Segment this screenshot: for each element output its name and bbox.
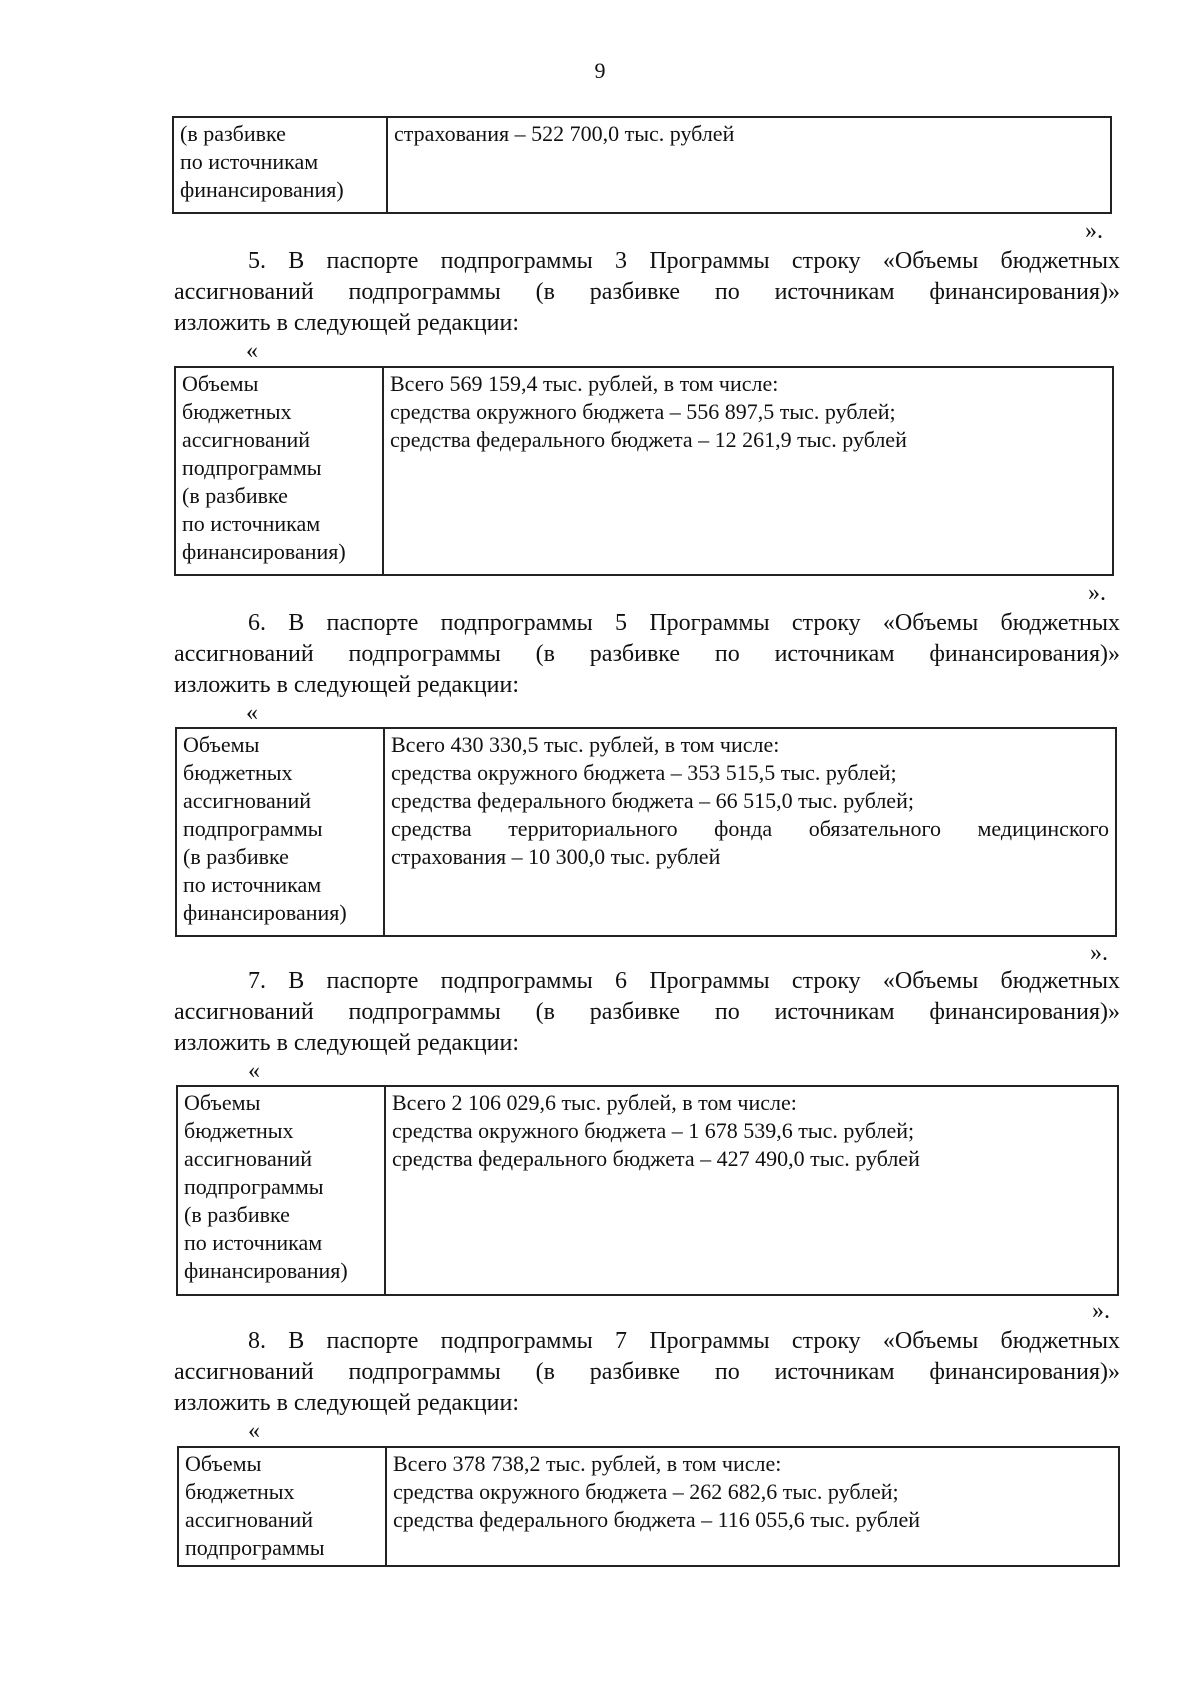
table-right-cell xyxy=(386,1087,1117,1294)
cell-line: Объемы xyxy=(183,732,260,757)
cell-line: финансирования) xyxy=(184,1258,348,1283)
cell-line: средства федерального бюджета – 12 261,9 тыс. рублей xyxy=(390,427,907,452)
cell-line: средства территориального фонда обязательного медицинского xyxy=(391,816,1109,841)
open-quote: « xyxy=(246,700,258,726)
close-quote: ». xyxy=(1090,940,1108,966)
table-right-cell xyxy=(387,1448,1118,1565)
paragraph-6 xyxy=(174,608,1120,701)
paragraph-5 xyxy=(174,246,1120,339)
table-left-cell xyxy=(177,729,385,935)
close-quote: ». xyxy=(1085,218,1103,244)
cell-line: Всего 569 159,4 тыс. рублей, в том числе: xyxy=(390,371,779,396)
paragraph-line: изложить в следующей редакции: xyxy=(174,310,520,336)
cell-line: по источникам xyxy=(183,872,322,897)
top-table xyxy=(172,116,1112,214)
cell-line: финансирования) xyxy=(180,177,344,202)
cell-line: подпрограммы xyxy=(184,1174,324,1199)
cell-line: подпрограммы xyxy=(183,816,323,841)
cell-line: подпрограммы xyxy=(182,455,322,480)
paragraph-8 xyxy=(174,1326,1120,1419)
cell-line: страхования – 10 300,0 тыс. рублей xyxy=(391,844,721,869)
cell-line: бюджетных xyxy=(183,760,293,785)
paragraph-line: ассигнований подпрограммы (в разбивке по источникам финансирования)» xyxy=(174,999,1120,1025)
cell-line: средства федерального бюджета – 427 490,0 тыс. рублей xyxy=(392,1146,920,1171)
cell-line: бюджетных xyxy=(184,1118,294,1143)
cell-line: Всего 430 330,5 тыс. рублей, в том числе: xyxy=(391,732,780,757)
paragraph-line: 6. В паспорте подпрограммы 5 Программы строку «Объемы бюджетных xyxy=(248,610,1120,636)
paragraph-line: ассигнований подпрограммы (в разбивке по источникам финансирования)» xyxy=(174,641,1120,667)
open-quote: « xyxy=(246,338,258,364)
cell-line: средства окружного бюджета – 556 897,5 тыс. рублей; xyxy=(390,399,896,424)
paragraph-line: изложить в следующей редакции: xyxy=(174,1030,520,1056)
cell-line: (в разбивке xyxy=(180,121,286,146)
cell-line: Объемы xyxy=(182,371,259,396)
table-left-cell xyxy=(179,1448,387,1565)
cell-line: по источникам xyxy=(182,511,321,536)
table-right-cell xyxy=(385,729,1115,935)
cell-line: Объемы xyxy=(185,1451,262,1476)
cell-line: ассигнований xyxy=(184,1146,313,1171)
cell-line: подпрограммы xyxy=(185,1535,325,1560)
table-section-8 xyxy=(177,1446,1120,1567)
paragraph-line: ассигнований подпрограммы (в разбивке по источникам финансирования)» xyxy=(174,279,1120,305)
cell-line: по источникам xyxy=(184,1230,323,1255)
cell-line: бюджетных xyxy=(185,1479,295,1504)
table-section-5 xyxy=(174,366,1114,576)
cell-line: по источникам xyxy=(180,149,319,174)
paragraph-line: 8. В паспорте подпрограммы 7 Программы строку «Объемы бюджетных xyxy=(248,1328,1120,1354)
cell-line: (в разбивке xyxy=(184,1202,290,1227)
close-quote: ». xyxy=(1088,580,1106,606)
cell-line: ассигнований xyxy=(185,1507,314,1532)
cell-line: ассигнований xyxy=(183,788,312,813)
cell-line: (в разбивке xyxy=(183,844,289,869)
open-quote: « xyxy=(248,1058,260,1084)
top-table-left-cell xyxy=(174,118,388,212)
cell-line: финансирования) xyxy=(182,539,346,564)
cell-line: Всего 378 738,2 тыс. рублей, в том числе: xyxy=(393,1451,782,1476)
cell-line: финансирования) xyxy=(183,900,347,925)
table-section-6 xyxy=(175,727,1117,937)
cell-line: Объемы xyxy=(184,1090,261,1115)
paragraph-line: 7. В паспорте подпрограммы 6 Программы строку «Объемы бюджетных xyxy=(248,968,1120,994)
paragraph-line: ассигнований подпрограммы (в разбивке по источникам финансирования)» xyxy=(174,1359,1120,1385)
cell-line: ассигнований xyxy=(182,427,311,452)
close-quote: ». xyxy=(1092,1298,1110,1324)
top-table-right-cell xyxy=(388,118,1110,212)
cell-line: Всего 2 106 029,6 тыс. рублей, в том числе: xyxy=(392,1090,797,1115)
open-quote: « xyxy=(248,1418,260,1444)
cell-line: средства федерального бюджета – 66 515,0 тыс. рублей; xyxy=(391,788,914,813)
table-left-cell xyxy=(178,1087,386,1294)
paragraph-line: изложить в следующей редакции: xyxy=(174,1390,520,1416)
cell-line: средства федерального бюджета – 116 055,6 тыс. рублей xyxy=(393,1507,921,1532)
cell-line: средства окружного бюджета – 1 678 539,6 тыс. рублей; xyxy=(392,1118,915,1143)
table-section-7 xyxy=(176,1085,1119,1296)
paragraph-line: 5. В паспорте подпрограммы 3 Программы строку «Объемы бюджетных xyxy=(248,248,1120,274)
table-left-cell xyxy=(176,368,384,574)
page-number: 9 xyxy=(594,58,606,83)
cell-line: средства окружного бюджета – 262 682,6 тыс. рублей; xyxy=(393,1479,899,1504)
paragraph-line: изложить в следующей редакции: xyxy=(174,672,520,698)
table-right-cell xyxy=(384,368,1112,574)
cell-line: бюджетных xyxy=(182,399,292,424)
paragraph-7 xyxy=(174,966,1120,1059)
cell-line: (в разбивке xyxy=(182,483,288,508)
cell-line: страхования – 522 700,0 тыс. рублей xyxy=(394,121,735,146)
cell-line: средства окружного бюджета – 353 515,5 тыс. рублей; xyxy=(391,760,897,785)
